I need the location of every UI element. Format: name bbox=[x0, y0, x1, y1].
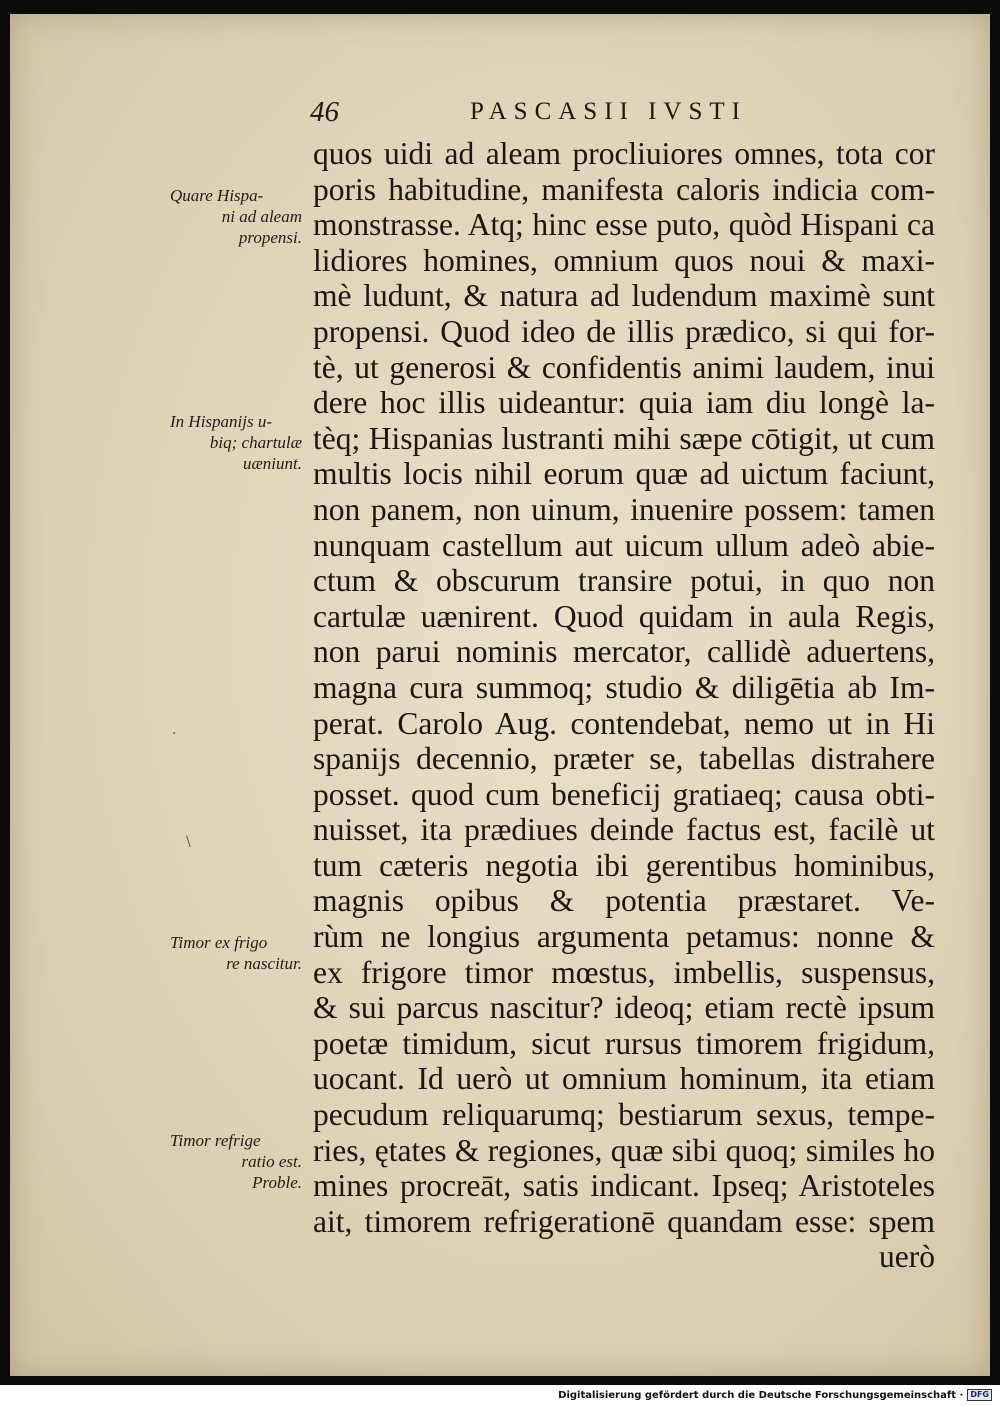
credit-text: Digitalisierung gefördert durch die Deutsche Forschungsgemeinschaft · bbox=[558, 1389, 964, 1401]
text-line: magnis opibus & potentia præstaret. Ve- bbox=[313, 883, 935, 919]
text-line: tè, ut generosi & confidentis animi laudem, inui bbox=[313, 349, 935, 385]
marginal-note bbox=[170, 932, 302, 974]
ink-speck: \ bbox=[186, 834, 191, 850]
text-line: mines procreāt, satis indicant. Ipseq; Aristoteles bbox=[313, 1168, 935, 1204]
text-line: mè ludunt, & natura ad ludendum maximè sunt bbox=[313, 278, 935, 314]
text-line: tum cæteris negotia ibi gerentibus hominibus, bbox=[313, 847, 935, 883]
text-line: non parui nominis mercator, callidè aduertens, bbox=[313, 634, 935, 670]
text-line: rùm ne longius argumenta petamus: nonne & bbox=[313, 919, 935, 955]
marginal-note-line: Proble. bbox=[252, 1173, 302, 1192]
marginal-note-line: uæniunt. bbox=[242, 454, 302, 473]
text-line: ait, timorem refrigerationē quandam esse: spem bbox=[313, 1203, 935, 1239]
dfg-logo: DFG bbox=[967, 1389, 992, 1401]
text-line: uocant. Id uerò ut omnium hominum, ita etiam bbox=[313, 1061, 935, 1097]
text-line: ries, ętates & regiones, quæ sibi quoq; similes ho bbox=[313, 1132, 935, 1168]
text-line: ex frigore timor mœstus, imbellis, suspensus, bbox=[313, 954, 935, 990]
marginal-note bbox=[170, 411, 302, 474]
marginal-note bbox=[170, 185, 302, 248]
text-line: uerò bbox=[879, 1239, 935, 1275]
text-line: posset. quod cum beneficij gratiaeq; causa obti- bbox=[313, 776, 935, 812]
text-line: tèq; Hispanias lustranti mihi sæpe cōtigit, ut cum bbox=[313, 420, 935, 456]
text-line: cartulæ uænirent. Quod quidam in aula Regis, bbox=[313, 598, 935, 634]
text-line: perat. Carolo Aug. contendebat, nemo ut in Hi bbox=[313, 705, 935, 741]
marginal-note-line: In Hispanijs u- bbox=[170, 412, 272, 431]
running-head bbox=[310, 96, 950, 136]
text-line: magna cura summoq; studio & diligētia ab Im- bbox=[313, 669, 935, 705]
marginal-note-line: Timor refrige bbox=[170, 1131, 261, 1150]
text-line: nunquam castellum aut uicum ullum adeò abie- bbox=[313, 527, 935, 563]
text-line: non panem, non uinum, inuenire possem: tamen bbox=[313, 491, 935, 527]
text-line: spanijs decennio, præter se, tabellas distrahere bbox=[313, 741, 935, 777]
marginal-note-line: ni ad aleam bbox=[221, 207, 302, 226]
text-line: pecudum reliquarumq; bestiarum sexus, tempe- bbox=[313, 1097, 935, 1133]
text-line: ctum & obscurum transire potui, in quo non bbox=[313, 563, 935, 599]
marginal-note bbox=[170, 1130, 302, 1193]
text-line: propensi. Quod ideo de illis prædico, si qui for- bbox=[313, 313, 935, 349]
text-line: lidiores homines, omnium quos noui & maxi- bbox=[313, 242, 935, 278]
body-text bbox=[313, 136, 935, 1275]
marginal-note-line: re nascitur. bbox=[226, 954, 302, 973]
text-line: monstrasse. Atq; hinc esse puto, quòd Hispani ca bbox=[313, 207, 935, 243]
marginal-note-line: Timor ex frigo bbox=[170, 933, 268, 952]
marginal-note-line: ratio est. bbox=[241, 1152, 302, 1171]
marginal-note-line: propensi. bbox=[238, 228, 302, 247]
page-number: 46 bbox=[310, 96, 339, 128]
text-line: & sui parcus nascitur? ideoq; etiam rectè ipsum bbox=[313, 990, 935, 1026]
text-line: nuisset, ita prædiues deinde factus est, facilè ut bbox=[313, 812, 935, 848]
running-title: PASCASII IVSTI bbox=[470, 98, 747, 125]
text-line: quos uidi ad aleam procliuiores omnes, tota cor bbox=[313, 136, 935, 171]
text-line: dere hoc illis uideantur: quia iam diu longè la- bbox=[313, 385, 935, 421]
book-page bbox=[10, 14, 990, 1376]
marginal-note-line: Quare Hispa- bbox=[170, 186, 264, 205]
text-line: multis locis nihil eorum quæ ad uictum faciunt, bbox=[313, 456, 935, 492]
marginal-note-line: biq; chartulæ bbox=[209, 433, 302, 452]
ink-speck: · bbox=[172, 726, 177, 742]
text-line: poris habitudine, manifesta caloris indicia com- bbox=[313, 171, 935, 207]
digitization-credit bbox=[558, 1389, 992, 1401]
text-line: poetæ timidum, sicut rursus timorem frigidum, bbox=[313, 1025, 935, 1061]
